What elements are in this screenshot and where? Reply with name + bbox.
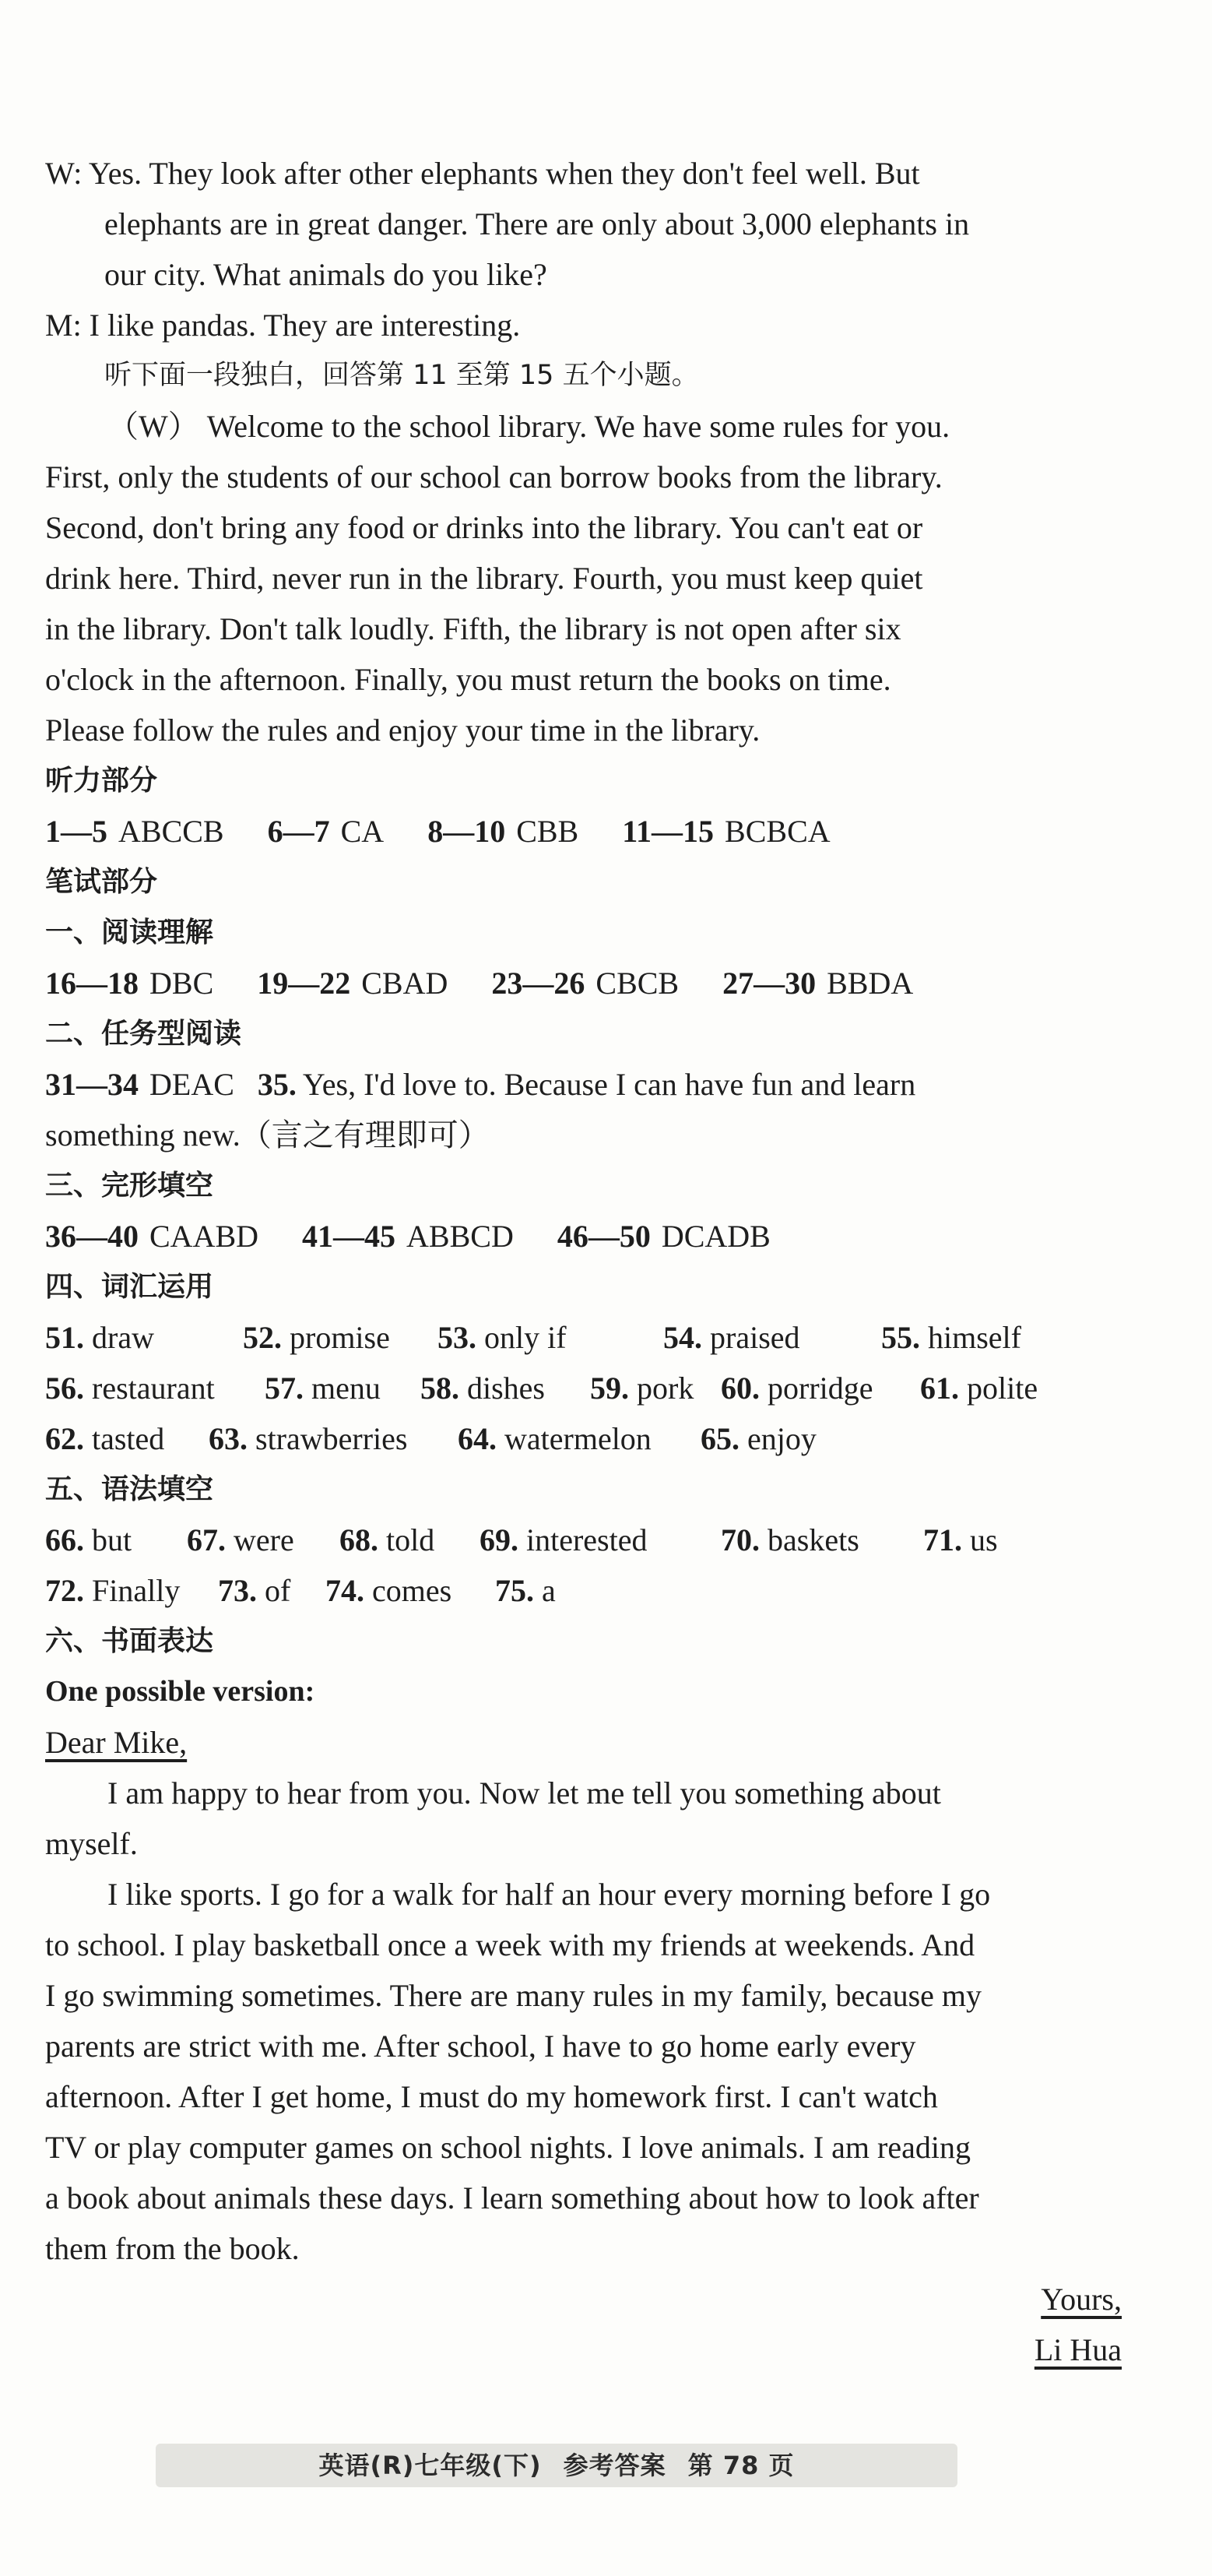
monologue-line: Second, don't bring any food or drinks into the library. You can't eat or [45,510,923,545]
section-writing-part-heading: 笔试部分 [45,866,158,898]
essay-line: a book about animals these days. I learn something about how to look after [45,2180,979,2215]
item-number: 55. [881,1320,920,1355]
item-answer: strawberries [255,1421,408,1456]
vocab-row [45,1413,1166,1464]
section-grammar-heading: 五、语法填空 [45,1473,214,1505]
item-number: 59. [590,1371,629,1406]
section-cloze-heading: 三、完形填空 [45,1170,214,1202]
dialogue-w-line: W: Yes. They look after other elephants when they don't feel well. But [45,156,920,191]
footer-page-number: 第 78 页 [687,2451,795,2480]
item-answer: told [386,1522,435,1557]
item-answer: comes [372,1573,452,1608]
item-number: 75. [495,1573,534,1608]
grammar-row [45,1515,1166,1565]
section-writing-heading: 六、书面表达 [45,1625,214,1657]
item-number: 63. [209,1421,248,1456]
item-answer: baskets [768,1522,859,1557]
item-number: 54. [663,1320,702,1355]
answer-range: 6—7 [267,814,330,849]
answer-letters: DBC [149,966,214,1001]
answer-range: 27—30 [722,966,817,1001]
essay-line: I go swimming sometimes. There are many rules in my family, because my [45,1978,982,2013]
item-number: 71. [923,1522,962,1557]
page-footer [156,2444,957,2487]
answer-range: 19—22 [257,966,351,1001]
essay-line: myself. [45,1826,138,1861]
item-answer: Finally [92,1573,181,1608]
monologue-line: in the library. Don't talk loudly. Fifth, the library is not open after six [45,611,901,646]
item-number: 74. [325,1573,364,1608]
item-answer: restaurant [92,1371,215,1406]
monologue-line: drink here. Third, never run in the library. Fourth, you must keep quiet [45,561,923,596]
monologue-line: （W） Welcome to the school library. We have some rules for you. [107,409,950,444]
reading-answers-row [45,958,1166,1008]
item-answer: dishes [467,1371,545,1406]
item-number: 56. [45,1371,84,1406]
item-answer: a [542,1573,556,1608]
essay-signature-text: Li Hua [1034,2332,1122,2367]
monologue-line: First, only the students of our school can borrow books from the library. [45,459,943,494]
essay-signature [1035,2324,1122,2375]
dialogue-w-line-2: elephants are in great danger. There are only about 3,000 elephants in [104,206,970,241]
answer-letters: CBAD [361,966,448,1001]
item-number: 61. [920,1371,959,1406]
essay-closing-text: Yours, [1041,2282,1122,2317]
item-number: 68. [339,1522,378,1557]
item-answer: us [970,1522,998,1557]
essay-closing [1041,2274,1122,2324]
essay-line: to school. I play basketball once a week with my friends at weekends. And [45,1927,975,1962]
footer-section: 参考答案 [563,2451,666,2480]
item-number: 58. [420,1371,459,1406]
item-answer: enjoy [747,1421,817,1456]
essay-line: I like sports. I go for a walk for half an hour every morning before I go [107,1877,991,1912]
answer-letters: ABBCD [406,1219,514,1254]
answer-letters: CA [340,814,385,849]
item-number: 66. [45,1522,84,1557]
essay-greeting [45,1717,1166,1768]
section-listening-heading: 听力部分 [45,765,158,797]
answer-letters: CBCB [595,966,680,1001]
item-number: 60. [721,1371,760,1406]
item-number: 51. [45,1320,84,1355]
question-35-answer-cont: something new.（言之有理即可） [45,1117,490,1153]
monologue-line: o'clock in the afternoon. Finally, you must return the books on time. [45,662,891,697]
item-number: 70. [721,1522,760,1557]
item-answer: polite [967,1371,1038,1406]
grammar-row [45,1565,1166,1616]
dialogue-w-line-3: our city. What animals do you like? [104,257,547,292]
item-number: 53. [437,1320,476,1355]
essay-line: them from the book. [45,2231,300,2266]
item-answer: interested [526,1522,648,1557]
item-number: 62. [45,1421,84,1456]
answer-letters: DCADB [661,1219,771,1254]
answer-range: 1—5 [45,814,107,849]
item-number: 67. [187,1522,226,1557]
item-answer: draw [92,1320,154,1355]
item-number: 72. [45,1573,84,1608]
answer-letters: ABCCB [118,814,224,849]
essay-line: parents are strict with me. After school, I have to go home early every [45,2029,916,2064]
item-number: 65. [701,1421,739,1456]
section-vocab-heading: 四、词汇运用 [45,1271,214,1303]
essay-label: One possible version: [45,1675,315,1708]
answer-range: 41—45 [302,1219,396,1254]
essay-line: afternoon. After I get home, I must do my homework first. I can't watch [45,2079,938,2114]
item-answer: only if [484,1320,567,1355]
item-answer: were [234,1522,294,1557]
listening-answers-row [45,806,1166,857]
section-reading-heading: 一、阅读理解 [45,917,214,948]
item-answer: himself [928,1320,1021,1355]
item-answer: porridge [768,1371,873,1406]
cloze-answers-row [45,1211,1166,1262]
essay-greeting-text: Dear Mike, [45,1725,188,1760]
answer-range: 23—26 [491,966,585,1001]
answer-range: 36—40 [45,1219,139,1254]
item-answer: of [265,1573,291,1608]
item-number: 57. [265,1371,304,1406]
answer-letters: CAABD [149,1219,259,1254]
essay-line: TV or play computer games on school nights. I love animals. I am reading [45,2130,971,2165]
item-answer: watermelon [504,1421,652,1456]
question-35-answer: Yes, I'd love to. Because I can have fun and learn [302,1067,916,1102]
answer-letters: BCBCA [725,814,831,849]
answer-letters: BBDA [827,966,914,1001]
item-number: 52. [243,1320,282,1355]
item-answer: but [92,1522,132,1557]
footer-subject: 英语(R)七年级(下) [318,2451,542,2480]
item-answer: praised [710,1320,800,1355]
task-reading-answers-row [45,1059,1166,1110]
item-number: 69. [480,1522,518,1557]
essay-line: I am happy to hear from you. Now let me tell you something about [107,1775,941,1811]
monologue-line: Please follow the rules and enjoy your time in the library. [45,713,761,748]
item-answer: menu [311,1371,381,1406]
monologue-intro: 听下面一段独白，回答第 11 至第 15 五个小题。 [104,360,699,391]
vocab-row [45,1312,1166,1363]
dialogue-m-line: M: I like pandas. They are interesting. [45,308,521,343]
answer-range: 8—10 [427,814,506,849]
answer-letters: CBB [516,814,579,849]
question-35-number: 35. [257,1067,297,1102]
item-answer: pork [637,1371,694,1406]
vocab-row [45,1363,1166,1413]
section-task-reading-heading: 二、任务型阅读 [45,1018,242,1050]
item-answer: promise [290,1320,390,1355]
item-number: 73. [218,1573,257,1608]
answer-range: 16—18 [45,966,139,1001]
item-answer: tasted [92,1421,165,1456]
answer-range: 11—15 [622,814,715,849]
answer-letters: DEAC [149,1067,234,1102]
answer-range: 46—50 [557,1219,651,1254]
answer-range: 31—34 [45,1067,139,1102]
item-number: 64. [458,1421,497,1456]
